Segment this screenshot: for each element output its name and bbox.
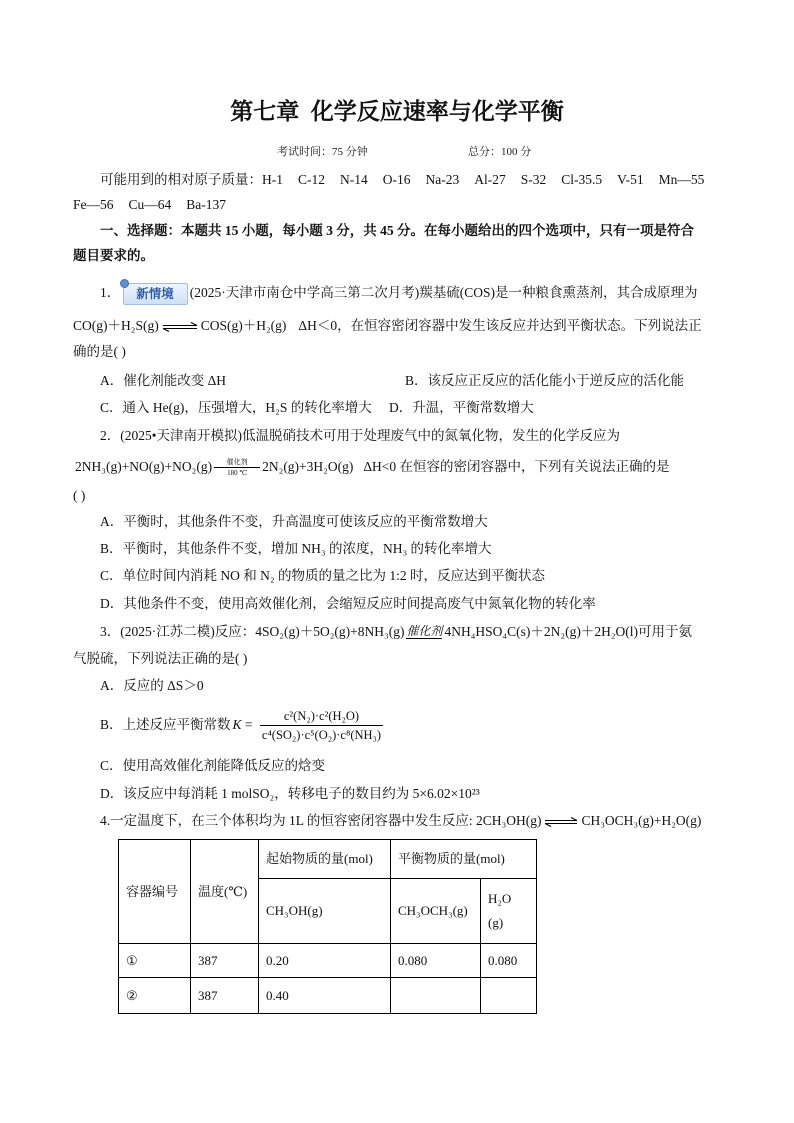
atomic-mass-item: Cu—64 [128,197,172,212]
catalyst-arrow [214,458,260,477]
header-initial-amount: 起始物质的量(mol) [259,840,391,879]
fraction-denominator: c⁴(SO₂)·c⁵(O₂)·c⁸(NH₃) [260,725,383,744]
q2-option-d: D．其他条件不变，使用高效催化剂，会缩短反应时间提高废气中氮氧化物的转化率 [100,596,596,611]
q1-option-c: C．通入 He(g)，压强增大，H₂S 的转化率增大 [100,400,372,415]
header-initial-ch3oh: CH₃OH(g) [259,879,391,944]
cell-initial-ch3oh: 0.20 [259,944,391,978]
atomic-mass-item: Na-23 [425,172,460,187]
atomic-mass-item: Cl-35.5 [561,172,603,187]
equilibrium-constant-symbol: K [232,717,242,732]
q2-equation-right: 2N₂(g)+3H₂O(g) [262,459,354,474]
fraction-numerator: c²(N₂)·c²(H₂O) [283,709,360,724]
atomic-mass-item: Ba-137 [186,197,227,212]
q4-stem-left: 4.一定温度下，在三个体积均为 1L 的恒容密闭容器中发生反应: 2CH₃OH(g) [100,813,542,828]
equilibrium-data-table [118,839,537,1014]
q3-stem-left: 3．(2025·江苏二模)反应：4SO₂(g)＋5O₂(g)+8NH₃(g) [100,624,405,639]
condition-label: 180 ℃ [227,469,248,478]
header-equilibrium-amount: 平衡物质的量(mol) [391,840,537,879]
atomic-mass-line-2 [73,195,226,215]
header-eq-h2o: H₂O(g) [481,879,537,944]
header-temperature: 温度(℃) [191,840,259,944]
q4-stem-line-1 [100,811,701,831]
q4-stem-right: CH₃OCH₃(g)+H₂O(g) [581,813,702,828]
atomic-mass-item: S-32 [520,172,547,187]
cell-temperature: 387 [191,978,259,1014]
section-heading-line-1: 一、选择题：本题共 15 小题，每小题 3 分，共 45 分。在每小题给出的四个选项中，只有一项是符合 [100,223,694,238]
atomic-mass-item: Mn—55 [658,172,705,187]
cell-container-id: ① [119,944,191,978]
badge-label: 新情境 [136,286,174,301]
q2-stem-line-1: 2．(2025•天津南开模拟)低温脱硝技术可用于处理废气中的氮氧化物，发生的化学反应为 [100,428,620,443]
header-eq-ch3och3: CH₃OCH₃(g) [391,879,481,944]
q3-stem-right: 4NH₄HSO₄C(s)＋2N₂(g)＋2H₂O(l)可用于氨 [444,624,693,639]
atomic-mass-item: O-16 [382,172,411,187]
exam-time: 考试时间：75 分钟 [277,146,368,158]
atomic-mass-item: Fe—56 [73,197,114,212]
q1-option-b: B．该反应正反应的活化能小于逆反应的活化能 [405,373,685,388]
cell-eq-h2o: 0.080 [481,944,537,978]
q3-stem-line-1 [100,622,692,642]
table-header-row [119,840,537,879]
q2-option-c: C．单位时间内消耗 NO 和 N₂ 的物质的量之比为 1:2 时，反应达到平衡状态 [100,568,545,583]
equilibrium-arrow-icon [544,817,578,827]
cell-container-id: ② [119,978,191,1014]
q2-option-a: A．平衡时，其他条件不变，升高温度可使该反应的平衡常数增大 [100,514,488,529]
q2-stem-line-2 [75,457,670,477]
q1-number: 1． [100,285,121,301]
q1-equation-left: CO(g)＋H₂S(g) [73,318,159,333]
q3-option-b-prefix: B．上述反应平衡常数 [100,717,231,732]
q2-option-b: B．平衡时，其他条件不变，增加 NH₃ 的浓度，NH₃ 的转化率增大 [100,541,492,556]
atomic-mass-item: H-1 [262,172,283,187]
q3-option-b [100,705,383,745]
header-container-id: 容器编号 [119,840,191,944]
section-heading-line-2: 题目要求的。 [73,248,154,263]
q3-option-c: C．使用高效催化剂能降低反应的焓变 [100,758,326,773]
table-row [119,978,537,1014]
atomic-mass-item: C-12 [298,172,325,187]
q2-stem-line-3: ( ) [73,488,86,503]
q1-option-d: D．升温，平衡常数增大 [389,400,534,415]
equals-sign: = [241,717,256,732]
total-score: 总分：100 分 [468,146,532,158]
equilibrium-constant-fraction [260,707,383,744]
table-row [119,944,537,978]
q1-stem-line-2 [73,316,702,336]
q1-stem-line-3: 确的是( ) [73,344,126,359]
q2-equation-left: 2NH₃(g)+NO(g)+NO₂(g) [75,459,213,474]
q2-stem-text: ΔH<0 在恒容的密闭容器中，下列有关说法正确的是 [363,459,670,474]
page-title: 第七章 化学反应速率与化学平衡 [230,99,564,124]
catalyst-label: 催化剂 [226,458,248,467]
cell-temperature: 387 [191,944,259,978]
q3-stem-line-2: 气脱硫，下列说法正确的是( ) [73,651,248,666]
q1-stem-text: (2025·天津市南仓中学高三第二次月考)羰基硫(COS)是一种粮食熏蒸剂，其合成原理为 [189,285,698,301]
cell-eq-ch3och3 [391,978,481,1014]
equilibrium-arrow-icon [162,322,198,332]
q3-option-d: D．该反应中每消耗 1 molSO₂，转移电子的数目约为 5×6.02×10²³ [100,786,480,801]
q1-equation-right: COS(g)＋H₂(g) [200,318,287,333]
q3-option-a: A．反应的 ΔS＞0 [100,678,204,693]
q1-option-a: A．催化剂能改变 ΔH [100,373,227,388]
catalyst-label: 催化剂 [406,624,443,638]
q1-stem-text: ΔH＜0，在恒容密闭容器中发生该反应并达到平衡状态。下列说法正 [298,318,702,333]
atomic-mass-label: 可能用到的相对原子质量： [100,172,262,187]
cell-eq-h2o [481,978,537,1014]
atomic-mass-item: V-51 [617,172,644,187]
atomic-mass-item: N-14 [340,172,368,187]
atomic-mass-item: Al-27 [474,172,506,187]
pin-icon [120,279,129,288]
atomic-mass-line-1 [100,170,704,190]
cell-eq-ch3och3: 0.080 [391,944,481,978]
new-context-badge [123,283,188,305]
reaction-arrow-icon [214,467,260,468]
cell-initial-ch3oh: 0.40 [259,978,391,1014]
q1-stem-line-1 [100,283,698,303]
